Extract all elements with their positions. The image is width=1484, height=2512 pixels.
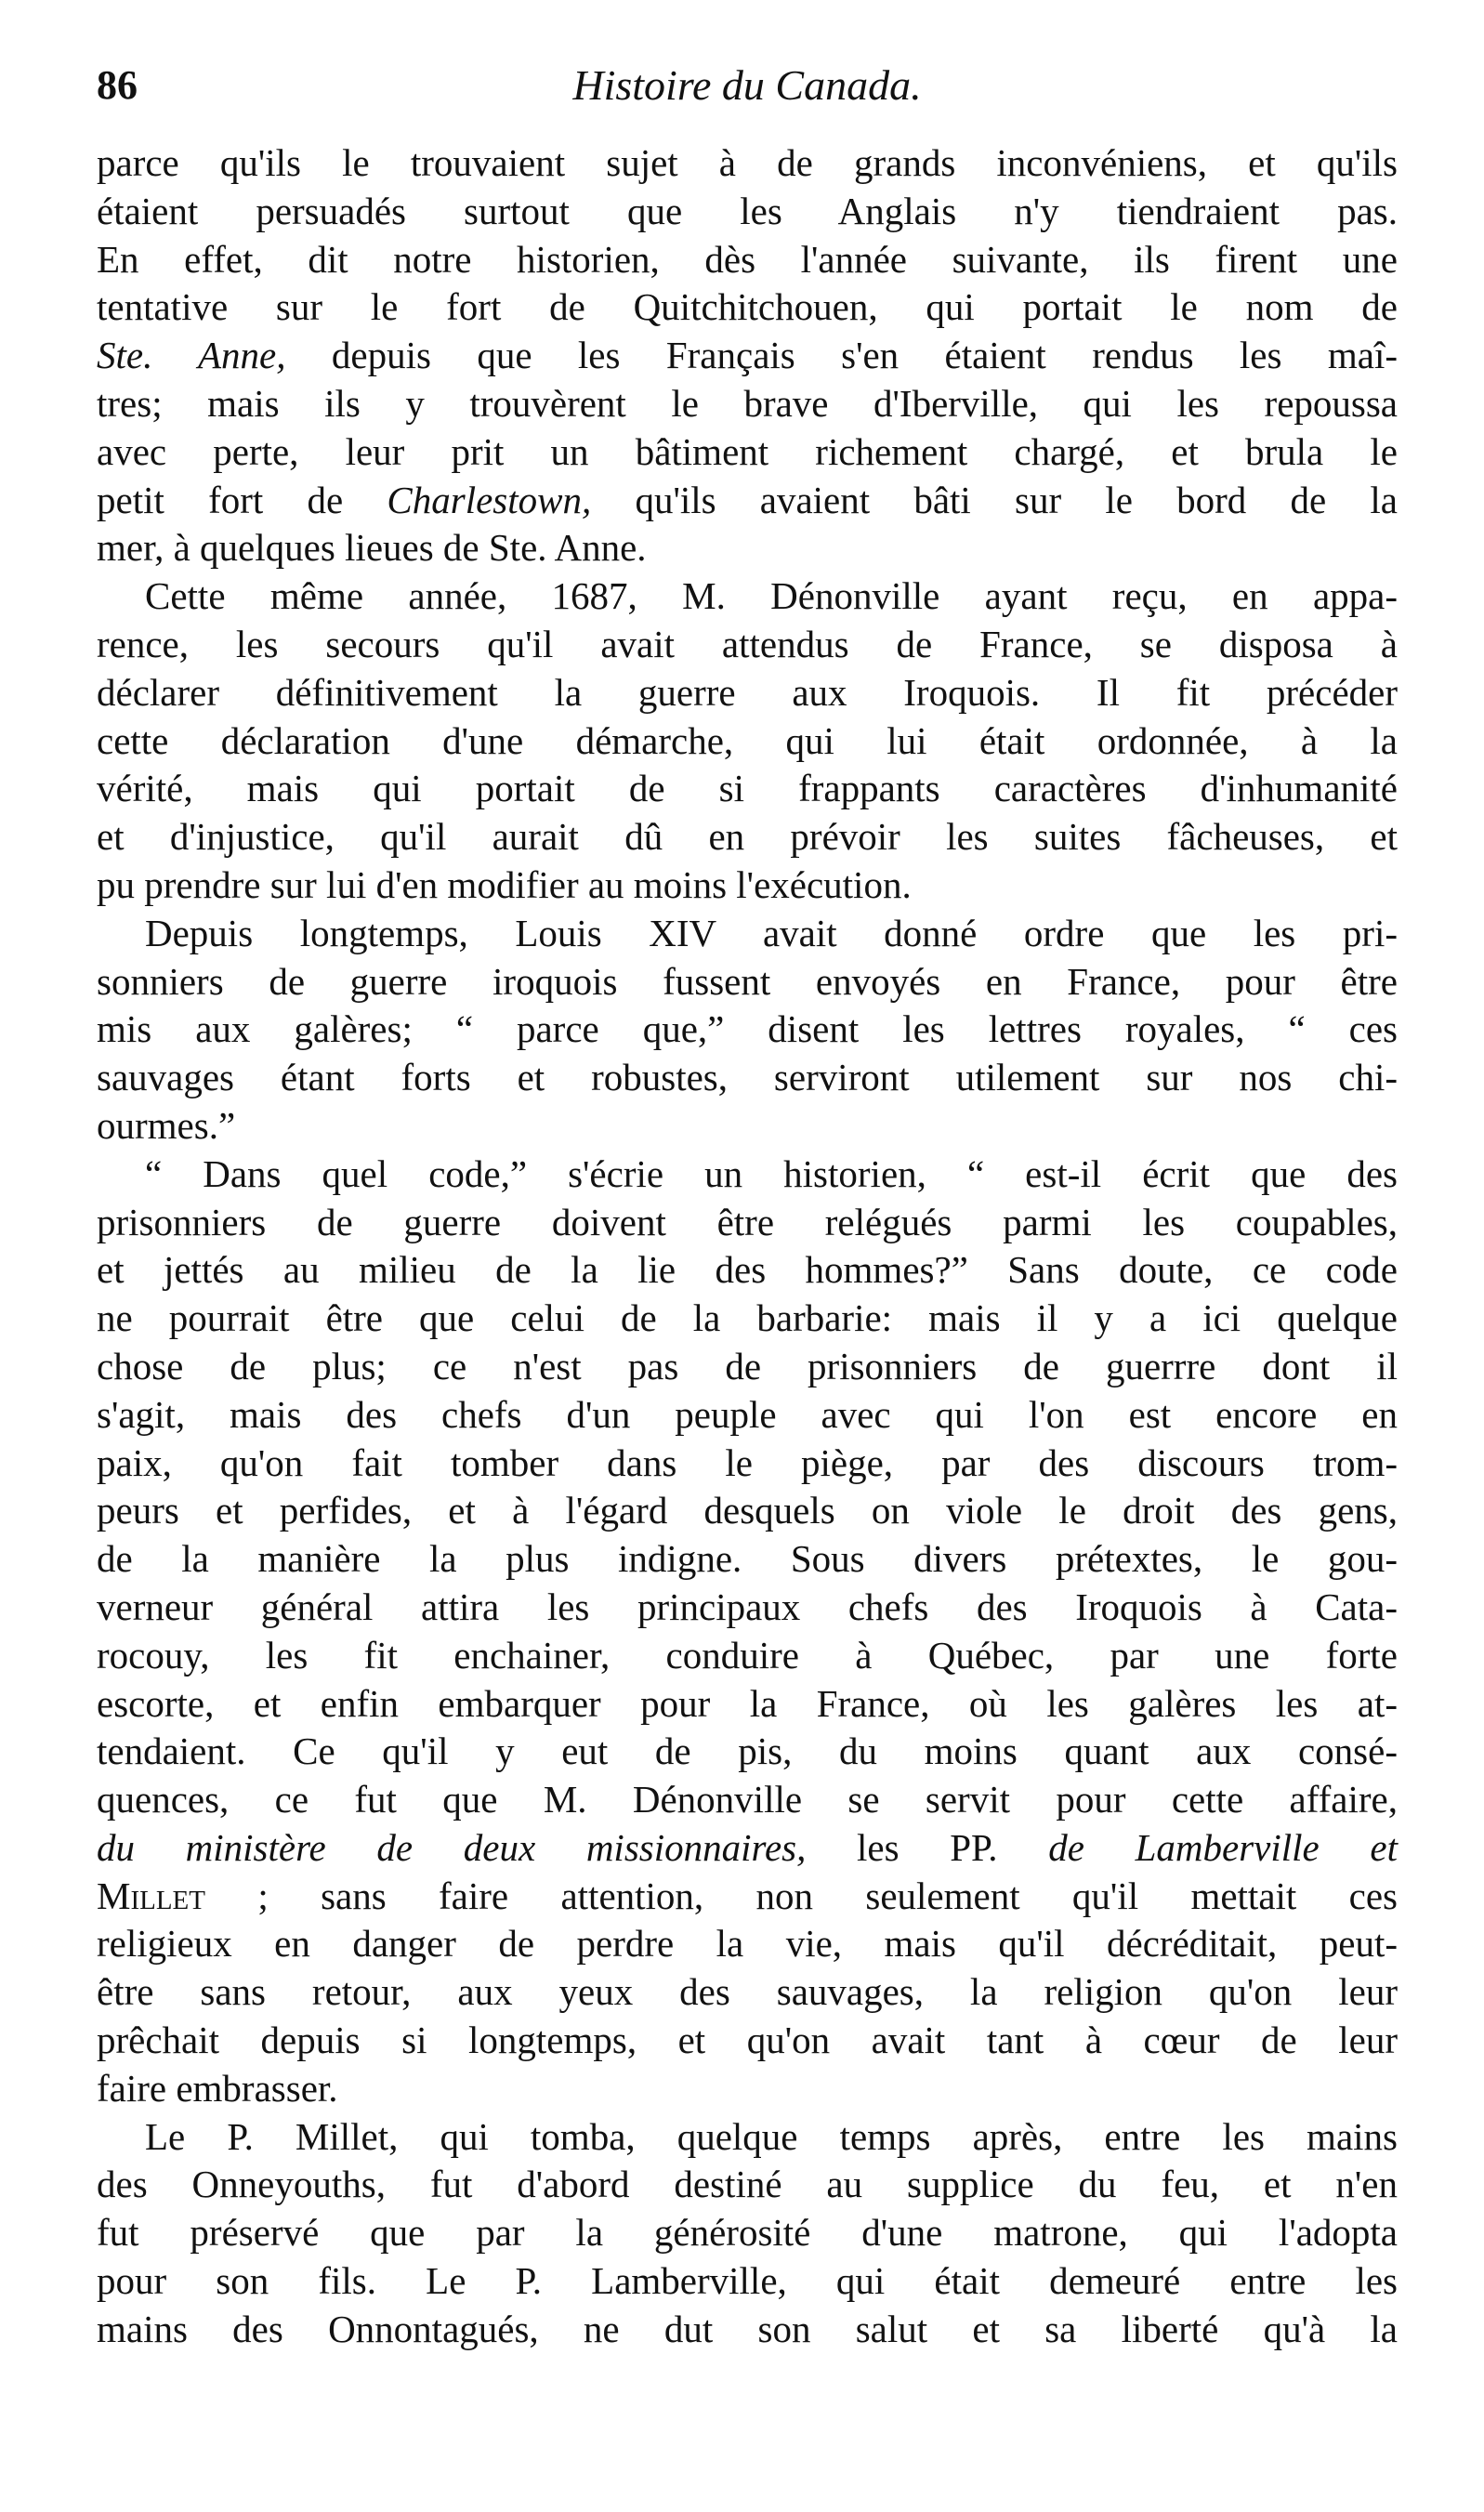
text-line: sonniers de guerre iroquois fussent envoyés en France, pour être: [97, 959, 1398, 1003]
text-line: ourmes.”: [97, 1103, 236, 1147]
text-line: En effet, dit notre historien, dès l'année suivante, ils firent une: [97, 237, 1398, 281]
running-title: Histoire du Canada.: [572, 61, 922, 109]
text-line: prêchait depuis si longtemps, et qu'on avait tant à cœur de leur: [97, 2019, 1398, 2062]
text-line: pour son fils. Le P. Lamberville, qui était demeuré entre les: [97, 2259, 1398, 2303]
text-line: rocouy, les fit enchainer, conduire à Québec, par une forte: [97, 1633, 1398, 1677]
text-line: Cette même année, 1687, M. Dénonville ayant reçu, en appa-: [145, 574, 1398, 618]
text-line: paix, qu'on fait tomber dans le piège, par des discours trom-: [97, 1440, 1398, 1484]
text-line: avec perte, leur prit un bâtiment richement chargé, et brula le: [97, 429, 1398, 473]
text-line: Millet ; sans faire attention, non seulement qu'il mettait ces: [97, 1874, 1398, 1917]
text-line: parce qu'ils le trouvaient sujet à de grands inconvéniens, et qu'ils: [97, 141, 1398, 184]
text-line: et d'injustice, qu'il aurait dû en prévoir les suites fâcheuses, et: [97, 815, 1398, 859]
text-line: petit fort de Charlestown, qu'ils avaient bâti sur le bord de la: [97, 478, 1398, 521]
text-line: rence, les secours qu'il avait attendus de France, se disposa à: [97, 622, 1398, 665]
text-line: des Onneyouths, fut d'abord destiné au supplice du feu, et n'en: [97, 2163, 1398, 2206]
text-line: verneur général attira les principaux chefs des Iroquois à Cata-: [97, 1585, 1398, 1628]
text-line: religieux en danger de perdre la vie, mais qu'il décréditait, peut-: [97, 1922, 1398, 1966]
running-head: [97, 48, 1398, 123]
text-line: Ste. Anne, depuis que les Français s'en étaient rendus les maî-: [97, 334, 1398, 377]
text-line: Le P. Millet, qui tomba, quelque temps après, entre les mains: [145, 2114, 1398, 2158]
text-line: mains des Onnontagués, ne dut son salut et sa liberté qu'à la: [97, 2307, 1398, 2350]
text-line: sauvages étant forts et robustes, serviront utilement sur nos chi-: [97, 1056, 1398, 1099]
text-line: s'agit, mais des chefs d'un peuple avec qui l'on est encore en: [97, 1392, 1398, 1436]
text-line: quences, ce fut que M. Dénonville se servit pour cette affaire,: [97, 1778, 1398, 1822]
text-line: cette déclaration d'une démarche, qui lui était ordonnée, à la: [97, 718, 1398, 762]
text-line: ne pourrait être que celui de la barbarie: mais il y a ici quelque: [97, 1296, 1398, 1340]
text-line: tentative sur le fort de Quitchitchouen, qui portait le nom de: [97, 285, 1398, 329]
text-line: étaient persuadés surtout que les Anglais n'y tiendraient pas.: [97, 189, 1398, 232]
text-line: peurs et perfides, et à l'égard desquels on viole le droit des gens,: [97, 1489, 1398, 1532]
text-line: tendaient. Ce qu'il y eut de pis, du moins quant aux consé-: [97, 1729, 1398, 1773]
text-line: fut préservé que par la générosité d'une matrone, qui l'adopta: [97, 2211, 1398, 2255]
text-line: escorte, et enfin embarquer pour la France, où les galères les at-: [97, 1681, 1398, 1725]
text-line: de la manière la plus indigne. Sous divers prétextes, le gou-: [97, 1537, 1398, 1581]
text-line: faire embrasser.: [97, 2066, 338, 2110]
text-line: vérité, mais qui portait de si frappants caractères d'inhumanité: [97, 767, 1398, 810]
text-line: chose de plus; ce n'est pas de prisonniers de guerrre dont il: [97, 1344, 1398, 1388]
page-number: 86: [97, 62, 138, 108]
text-line: mer, à quelques lieues de Ste. Anne.: [97, 526, 647, 570]
text-line: tres; mais ils y trouvèrent le brave d'Iberville, qui les repoussa: [97, 381, 1398, 425]
text-line: pu prendre sur lui d'en modifier au moins l'exécution.: [97, 862, 912, 906]
text-line: mis aux galères; “ parce que,” disent les lettres royales, “ ces: [97, 1007, 1398, 1051]
text-line: être sans retour, aux yeux des sauvages, la religion qu'on leur: [97, 1970, 1398, 2014]
text-line: Depuis longtemps, Louis XIV avait donné ordre que les pri-: [145, 911, 1398, 954]
text-line: du ministère de deux missionnaires, les PP. de Lamberville et: [97, 1825, 1398, 1869]
text-line: “ Dans quel code,” s'écrie un historien, “ est-il écrit que des: [145, 1151, 1398, 1195]
text-line: déclarer définitivement la guerre aux Iroquois. Il fit précéder: [97, 670, 1398, 714]
body-text: [97, 139, 1398, 2354]
text-line: et jettés au milieu de la lie des hommes?” Sans doute, ce code: [97, 1248, 1398, 1292]
text-line: prisonniers de guerre doivent être relégués parmi les coupables,: [97, 1200, 1398, 1243]
